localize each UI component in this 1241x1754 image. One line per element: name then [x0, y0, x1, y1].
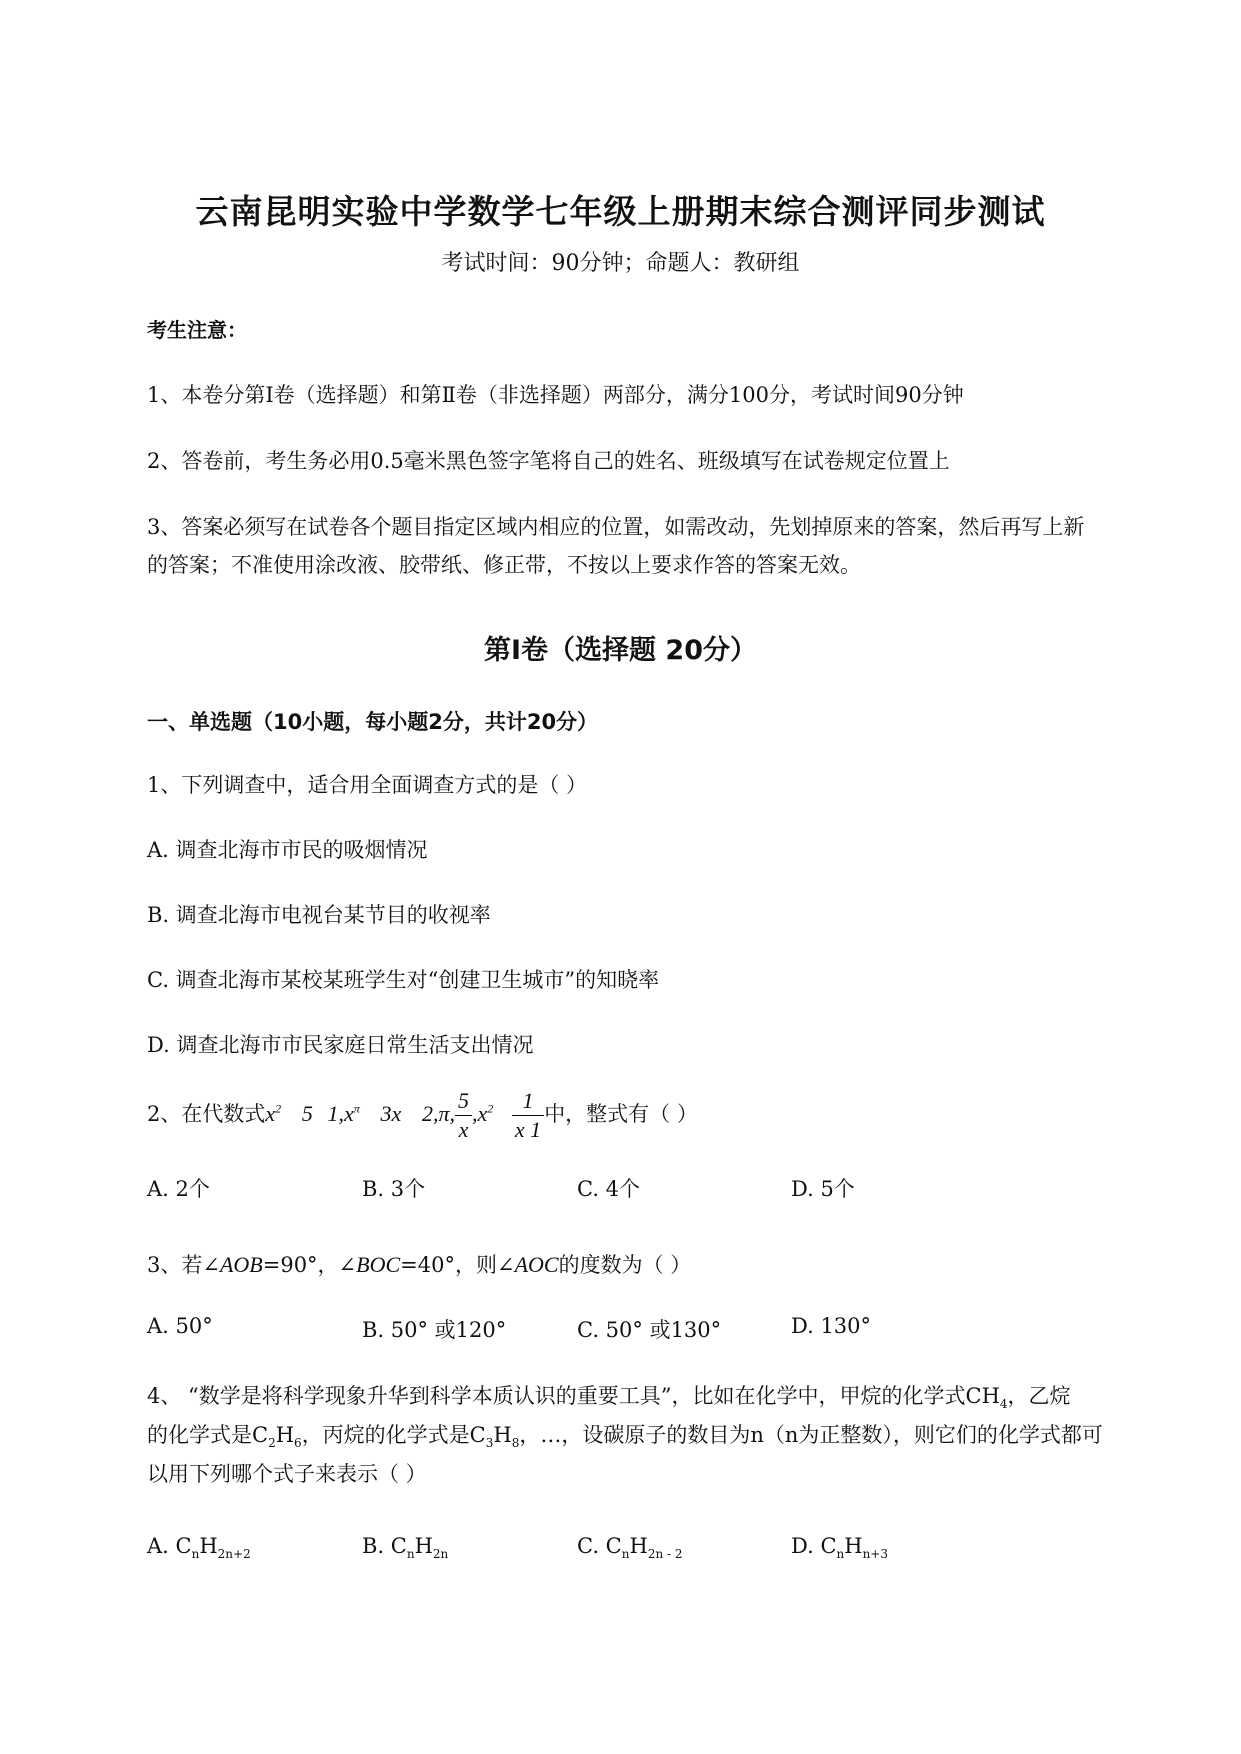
question-3-option-a: A. 50°	[147, 1314, 213, 1338]
question-4-line-1: 4、 “数学是将科学现象升华到科学本质认识的重要工具”，比如在化学中，甲烷的化学式$CH_4$，乙烷	[147, 1384, 1071, 1412]
question-4-option-a: A. $C_nH_{2n+2}$	[147, 1534, 251, 1562]
question-4-option-c: C. $C_nH_{2n - 2}$	[577, 1534, 683, 1562]
fraction-5-over-x: $\frac{5}{x}$	[455, 1090, 472, 1141]
expr-3x: 3x	[380, 1101, 402, 1126]
question-2-option-d: D. 5个	[791, 1177, 855, 1201]
expr-one: 1,	[327, 1101, 345, 1126]
question-4-option-b: B. $C_nH_{2n}$	[362, 1534, 449, 1562]
question-1-option-b: B. 调查北海市电视台某节目的收视率	[147, 903, 491, 927]
question-2-suffix: 中，整式有（ ）	[544, 1102, 698, 1126]
notice-heading: 考生注意：	[147, 318, 247, 342]
notice-item-3-cont: 的答案；不准使用涂改液、胶带纸、修正带，不按以上要求作答的答案无效。	[147, 553, 861, 577]
question-1-option-d: D. 调查北海市市民家庭日常生活支出情况	[147, 1033, 534, 1057]
question-3: 3、若∠AOB=90°，∠BOC=40°，则∠AOC的度数为（ ）	[147, 1252, 692, 1277]
notice-item-1: 1、本卷分第I卷（选择题）和第Ⅱ卷（非选择题）两部分，满分100分，考试时间90分钟	[147, 383, 964, 407]
question-4-option-d: D. $C_nH_{n+3}$	[791, 1534, 888, 1562]
question-3-option-c: C. 50° 或130°	[577, 1318, 722, 1342]
part-heading: 一、单选题（10小题，每小题2分，共计20分）	[147, 710, 599, 734]
question-4-line-3: 以用下列哪个式子来表示（ ）	[147, 1462, 427, 1486]
question-1-option-c: C. 调查北海市某校某班学生对“创建卫生城市”的知晓率	[147, 968, 660, 992]
expr-five: 5	[301, 1101, 313, 1126]
question-2	[147, 1090, 698, 1141]
question-4-line-2: 的化学式是$C_2H_6$，丙烷的化学式是$C_3H_8$，…，设碳原子的数目为n（n为正整数），则它们的化学式都可	[147, 1423, 1103, 1451]
question-2-prefix: 2、在代数式	[147, 1102, 266, 1126]
exam-subtitle: 考试时间：90分钟；命题人：教研组	[441, 251, 800, 276]
exam-title: 云南昆明实验中学数学七年级上册期末综合测评同步测试	[195, 192, 1046, 231]
question-2-option-c: C. 4个	[577, 1177, 641, 1201]
notice-item-3: 3、答案必须写在试卷各个题目指定区域内相应的位置，如需改动，先划掉原来的答案，然后再写上新	[147, 515, 1085, 539]
question-1: 1、下列调查中，适合用全面调查方式的是（ ）	[147, 773, 588, 797]
question-3-option-b: B. 50° 或120°	[362, 1318, 507, 1342]
question-2-option-a: A. 2个	[147, 1177, 210, 1201]
question-2-option-b: B. 3个	[362, 1177, 426, 1201]
notice-item-2: 2、答卷前，考生务必用0.5毫米黑色签字笔将自己的姓名、班级填写在试卷规定位置上	[147, 449, 950, 473]
expr-x-squared: $x^2$	[265, 1101, 282, 1126]
expr-x-squared-2: $,x^2$	[471, 1101, 494, 1126]
expr-2-pi: 2,π,	[421, 1101, 455, 1126]
fraction-1-over-x-1: $\frac{1}{x 1}$	[512, 1090, 544, 1141]
section-title: 第I卷（选择题 20分）	[483, 635, 758, 666]
question-1-option-a: A. 调查北海市市民的吸烟情况	[147, 838, 428, 862]
question-3-option-d: D. 130°	[791, 1314, 872, 1338]
expr-x-pi: $x^\pi$	[344, 1101, 360, 1126]
